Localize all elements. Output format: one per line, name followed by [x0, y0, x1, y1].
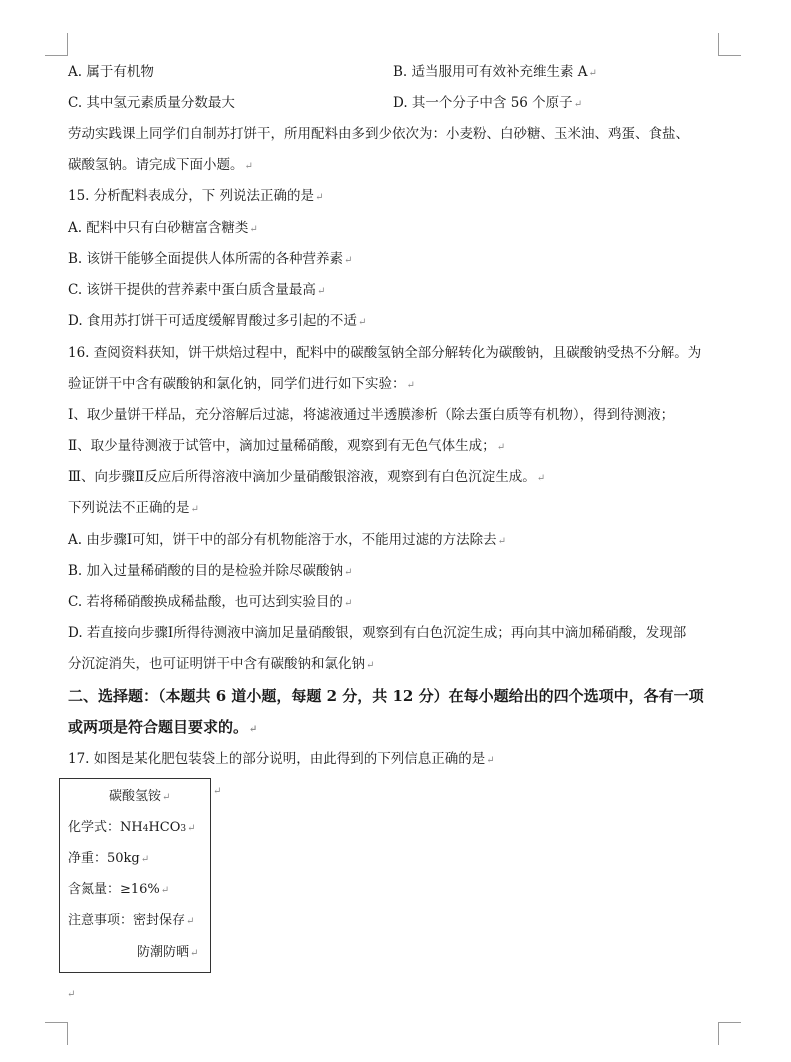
q14-option-c: C. 其中氢元素质量分数最大: [68, 95, 235, 111]
fertilizer-label-box: [59, 778, 211, 973]
q16-ask: 下列说法不正确的是↵: [68, 500, 199, 516]
label-notes-line-2: 防潮防晒↵: [137, 945, 199, 960]
crop-mark-top-right: [718, 33, 741, 56]
label-formula: 化学式：NH4HCO3↵: [68, 820, 196, 835]
q16-option-d-line-1: D. 若直接向步骤Ⅰ所得待测液中滴加足量硝酸银，观察到有白色沉淀生成；再向其中滴加稀硝酸，发现部: [68, 625, 687, 641]
q15-option-d: D. 食用苏打饼干可适度缓解胃酸过多引起的不适↵: [68, 313, 367, 329]
label-net-weight: 净重：50kg↵: [68, 851, 150, 866]
q15-option-c: C. 该饼干提供的营养素中蛋白质含量最高↵: [68, 282, 326, 298]
label-end-mark: ↵: [213, 786, 222, 797]
q16-option-c: C. 若将稀硝酸换成稀盐酸，也可达到实验目的↵: [68, 594, 353, 610]
q15-option-b: B. 该饼干能够全面提供人体所需的各种营养素↵: [68, 251, 353, 267]
crop-mark-bottom-left: [45, 1022, 68, 1045]
q16-option-d-line-2: 分沉淀消失，也可证明饼干中含有碳酸钠和氯化钠↵: [68, 656, 375, 672]
crop-mark-top-left: [45, 33, 68, 56]
section-2-heading-line-1: 二、选择题：（本题共 6 道小题，每题 2 分，共 12 分）在每小题给出的四个选项中，各有一项: [68, 687, 704, 705]
q14-option-a: A. 属于有机物: [68, 64, 154, 80]
intro-line-2: 碳酸氢钠。请完成下面小题。↵: [68, 157, 253, 173]
section-2-heading-line-2: 或两项是符合题目要求的。↵: [68, 718, 258, 736]
intro-line-1: 劳动实践课上同学们自制苏打饼干，所用配料由多到少依次为：小麦粉、白砂糖、玉米油、鸡蛋、食盐、: [68, 126, 689, 142]
q16-stem-line-1: 16. 查阅资料获知，饼干烘焙过程中，配料中的碳酸氢钠全部分解转化为碳酸钠，且碳酸钠受热不分解。为: [68, 345, 702, 361]
q15-option-a: A. 配料中只有白砂糖富含糖类↵: [68, 220, 258, 236]
q16-step-1: Ⅰ、取少量饼干样品，充分溶解后过滤，将滤液通过半透膜渗析（除去蛋白质等有机物），得到待测液；: [68, 407, 675, 423]
q15-stem: 15. 分析配料表成分，下 列说法正确的是↵: [68, 188, 324, 204]
label-product-name: 碳酸氢铵↵: [109, 789, 171, 804]
q16-step-2: Ⅱ、取少量待测液于试管中，滴加过量稀硝酸，观察到有无色气体生成；↵: [68, 438, 506, 454]
trailing-paragraph-mark: ↵: [67, 989, 76, 1000]
q16-option-a: A. 由步骤Ⅰ可知，饼干中的部分有机物能溶于水，不能用过滤的方法除去↵: [68, 532, 507, 548]
q16-stem-line-2: 验证饼干中含有碳酸钠和氯化钠，同学们进行如下实验：↵: [68, 376, 415, 392]
q16-option-b: B. 加入过量稀硝酸的目的是检验并除尽碳酸钠↵: [68, 563, 353, 579]
label-nitrogen-content: 含氮量：≥16%↵: [68, 882, 170, 897]
q16-step-3: Ⅲ、向步骤Ⅱ反应后所得溶液中滴加少量硝酸银溶液，观察到有白色沉淀生成。↵: [68, 469, 546, 485]
q17-stem: 17. 如图是某化肥包装袋上的部分说明，由此得到的下列信息正确的是↵: [68, 751, 495, 767]
q14-option-d: D. 其一个分子中含 56 个原子↵: [393, 95, 583, 111]
crop-mark-bottom-right: [718, 1022, 741, 1045]
q14-option-b: B. 适当服用可有效补充维生素 A↵: [393, 64, 597, 80]
label-notes: 注意事项：密封保存↵: [68, 913, 195, 928]
